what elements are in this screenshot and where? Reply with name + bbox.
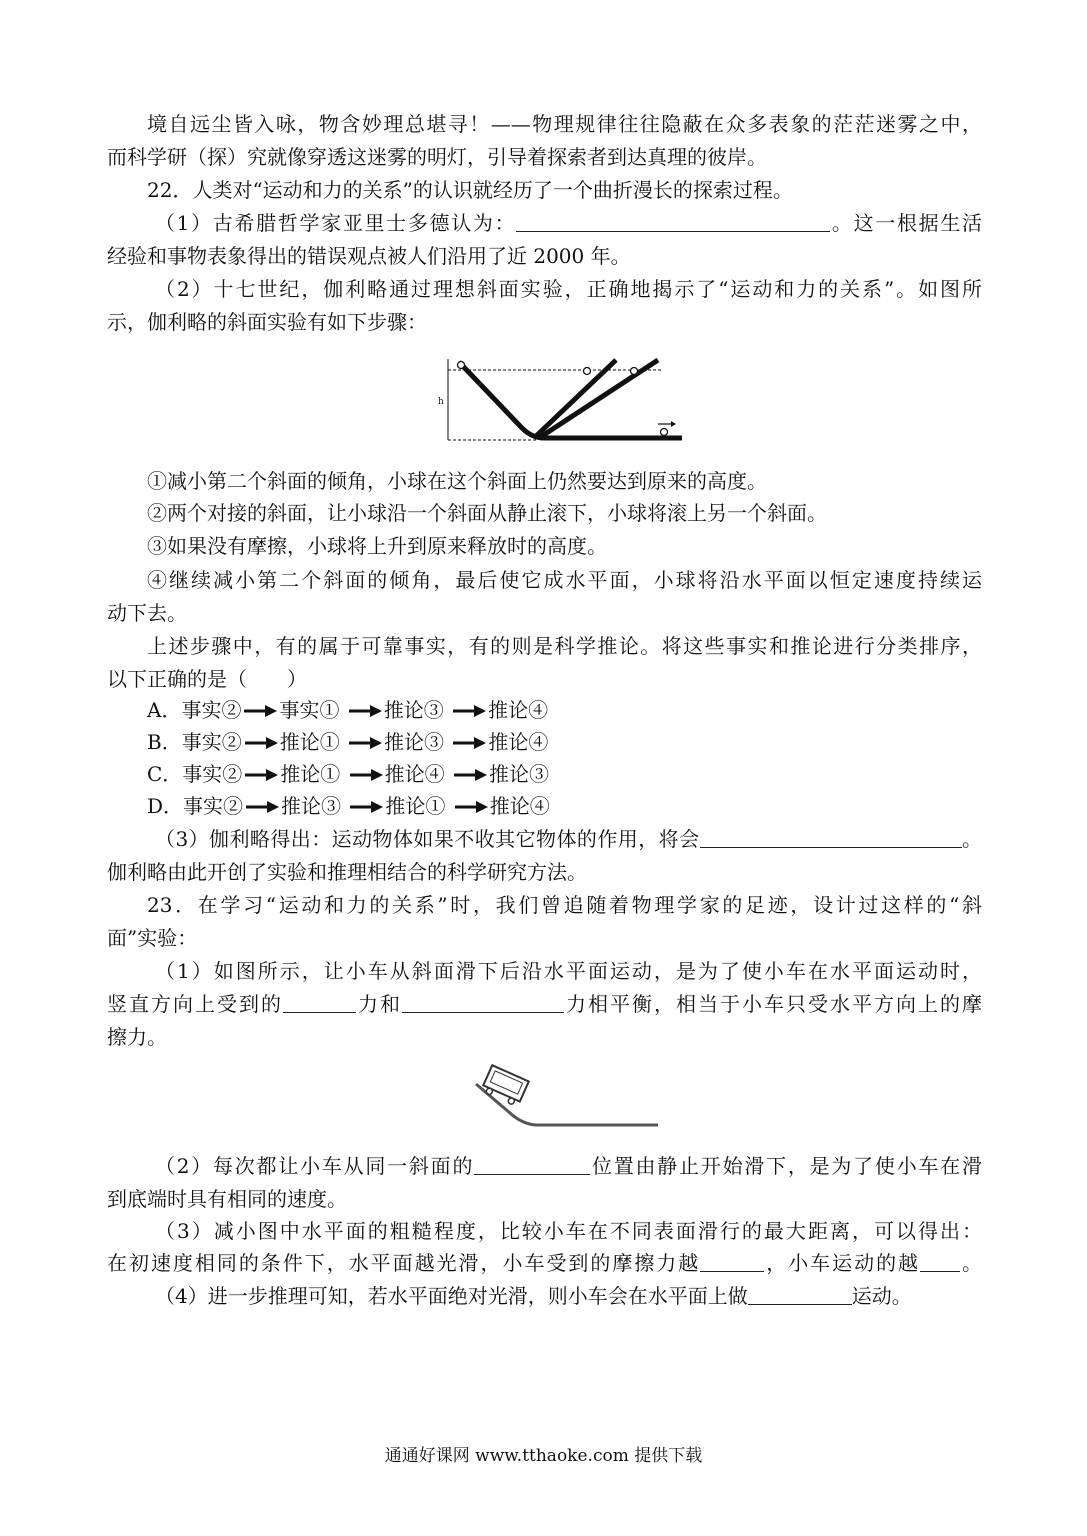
arrow-right-icon	[245, 800, 279, 814]
q23-stem-line1: 23．在学习“运动和力的关系”时，我们曾追随着物理学家的足迹，设计过这样的“斜	[147, 893, 982, 917]
q22-part3-line1	[155, 826, 982, 852]
arrow-right-icon	[348, 736, 382, 750]
q22-part2-line1: （2）十七世纪，伽利略通过理想斜面实验，正确地揭示了“运动和力的关系”。如图所	[155, 277, 982, 301]
q23-part1-line1: （1）如图所示，让小车从斜面滑下后沿水平面运动，是为了使小车在水平面运动时，	[155, 959, 982, 983]
q22-ask-line2: 以下正确的是（ ）	[107, 667, 307, 691]
q23-part1-text-b: 力和	[356, 992, 402, 1016]
option-letter: B．	[147, 730, 182, 754]
option-step: 推论①	[280, 762, 341, 786]
option-step: 推论③	[384, 730, 445, 754]
q23-part2-line1	[155, 1153, 982, 1179]
q23-part4-text-b: 运动。	[851, 1284, 912, 1308]
q22-ask-line1: 上述步骤中，有的属于可靠事实，有的则是科学推论。将这些事实和推论进行分类排序，	[147, 634, 982, 658]
arrow-right-icon	[244, 736, 278, 750]
option-step: 推论③	[383, 698, 444, 722]
q23-part3-line2	[107, 1250, 982, 1276]
q22-step-2: ②两个对接的斜面，让小球沿一个斜面从静止滚下，小球将滚上另一个斜面。	[147, 501, 827, 525]
option-step: 推论③	[281, 794, 342, 818]
option-letter: C．	[147, 762, 183, 786]
arrow-right-icon	[452, 704, 486, 718]
q22-part3-line2: 伽利略由此开创了实验和推理相结合的科学研究方法。	[107, 860, 587, 884]
option-step: 推论①	[279, 730, 340, 754]
q22-option-b[interactable]	[147, 729, 548, 755]
q23-part1-line3: 擦力。	[107, 1025, 167, 1049]
ball-steep	[584, 368, 591, 375]
ball-start	[458, 362, 465, 369]
q23-part4-text-a: （4）进一步推理可知，若水平面绝对光滑，则小车会在水平面上做	[155, 1284, 748, 1308]
option-step: 推论①	[385, 794, 446, 818]
arrow-right-icon	[244, 768, 278, 782]
option-step: 推论④	[488, 698, 549, 722]
q23-stem-line2: 面”实验：	[107, 926, 198, 950]
ball-shallow	[631, 368, 638, 375]
q23-part2-text-a: （2）每次都让小车从同一斜面的	[155, 1154, 475, 1178]
arrow-right-icon	[349, 800, 383, 814]
q22-option-a[interactable]	[147, 697, 548, 723]
option-step: 推论④	[384, 762, 445, 786]
q23-part3-text-a: 在初速度相同的条件下，水平面越光滑，小车受到的摩擦力越	[107, 1251, 701, 1275]
q23-part3-blank-2[interactable]	[920, 1251, 960, 1272]
option-step: 推论④	[488, 730, 549, 754]
q22-part1-line1	[155, 210, 982, 236]
q23-part3-text-b: ，小车运动的越	[764, 1251, 921, 1275]
q23-part1-blank-2[interactable]	[402, 992, 564, 1013]
arrow-right-icon	[349, 768, 383, 782]
option-step: 事实②	[181, 730, 242, 754]
q23-part3-blank-1[interactable]	[700, 1251, 764, 1272]
cart-incline-figure	[470, 1060, 660, 1132]
q22-step-4-cont: 动下去。	[107, 601, 187, 625]
option-step: 事实②	[183, 794, 244, 818]
q22-part3-blank[interactable]	[700, 827, 962, 848]
q23-part2-line2: 到底端时具有相同的速度。	[107, 1187, 347, 1211]
q22-part3-text-b: 。	[961, 827, 983, 851]
q22-step-3: ③如果没有摩擦，小球将上升到原来释放时的高度。	[147, 534, 607, 558]
q22-part1-text-a: （1）古希腊哲学家亚里士多德认为：	[155, 211, 517, 235]
q22-option-d[interactable]	[147, 793, 550, 819]
option-letter: A．	[147, 698, 182, 722]
arrow-right-icon	[348, 704, 382, 718]
q22-part1-text-b: 。这一根据生活	[830, 211, 982, 235]
incline-track-steep	[534, 360, 616, 438]
q22-stem: 22．人类对“运动和力的关系”的认识就经历了一个曲折漫长的探索过程。	[147, 178, 793, 202]
q22-part3-text-a: （3）伽利略得出：运动物体如果不收其它物体的作用，将会	[155, 827, 700, 851]
q23-part4-blank[interactable]	[748, 1284, 852, 1305]
height-label-h: h	[438, 397, 444, 407]
q22-part1-blank[interactable]	[516, 211, 830, 232]
intro-line-1: 境自远尘皆入咏，物含妙理总堪寻！——物理规律往往隐蔽在众多表象的茫茫迷雾之中，	[147, 112, 982, 136]
q23-part2-blank[interactable]	[474, 1154, 590, 1175]
q22-part2-line2: 示，伽利略的斜面实验有如下步骤：	[107, 310, 427, 334]
q23-part1-line2	[107, 991, 982, 1017]
option-step: 推论④	[489, 794, 550, 818]
ball-flat	[661, 429, 668, 436]
q22-step-1: ①减小第二个斜面的倾角，小球在这个斜面上仍然要达到原来的高度。	[147, 469, 767, 493]
incline-track-shallow	[539, 360, 658, 438]
option-step: 事实②	[181, 698, 242, 722]
arrow-right-icon	[243, 704, 277, 718]
option-step: 推论③	[489, 762, 550, 786]
arrow-right-icon	[452, 736, 486, 750]
q22-step-4: ④继续减小第二个斜面的倾角，最后使它成水平面，小球将沿水平面以恒定速度持续运	[147, 568, 982, 592]
arrow-right-icon	[453, 768, 487, 782]
velocity-arrow-head	[671, 421, 676, 427]
galileo-incline-figure	[434, 354, 688, 446]
q23-part4-line	[155, 1283, 982, 1309]
q23-part1-text-a: 竖直方向上受到的	[107, 992, 283, 1016]
intro-line-2: 而科学研（探）究就像穿透这迷雾的明灯，引导着探索者到达真理的彼岸。	[107, 145, 767, 169]
q22-option-c[interactable]	[147, 761, 549, 787]
option-letter: D．	[147, 794, 184, 818]
q23-part1-text-c: 力相平衡，相当于小车只受水平方向上的摩	[564, 992, 982, 1016]
q22-part1-line2: 经验和事物表象得出的错误观点被人们沿用了近 2000 年。	[107, 244, 631, 268]
q23-part3-line1: （3）减小图中水平面的粗糙程度，比较小车在不同表面滑行的最大距离，可以得出：	[155, 1219, 982, 1243]
q23-part3-text-c: 。	[960, 1251, 983, 1275]
q23-part1-blank-1[interactable]	[283, 992, 356, 1013]
arrow-right-icon	[454, 800, 488, 814]
page-footer: 通通好课网 www.tthaoke.com 提供下载	[384, 1446, 703, 1466]
option-step: 事实②	[182, 762, 243, 786]
q23-part2-text-b: 位置由静止开始滑下，是为了使小车在滑	[590, 1154, 982, 1178]
option-step: 事实①	[279, 698, 340, 722]
cart	[481, 1065, 529, 1107]
